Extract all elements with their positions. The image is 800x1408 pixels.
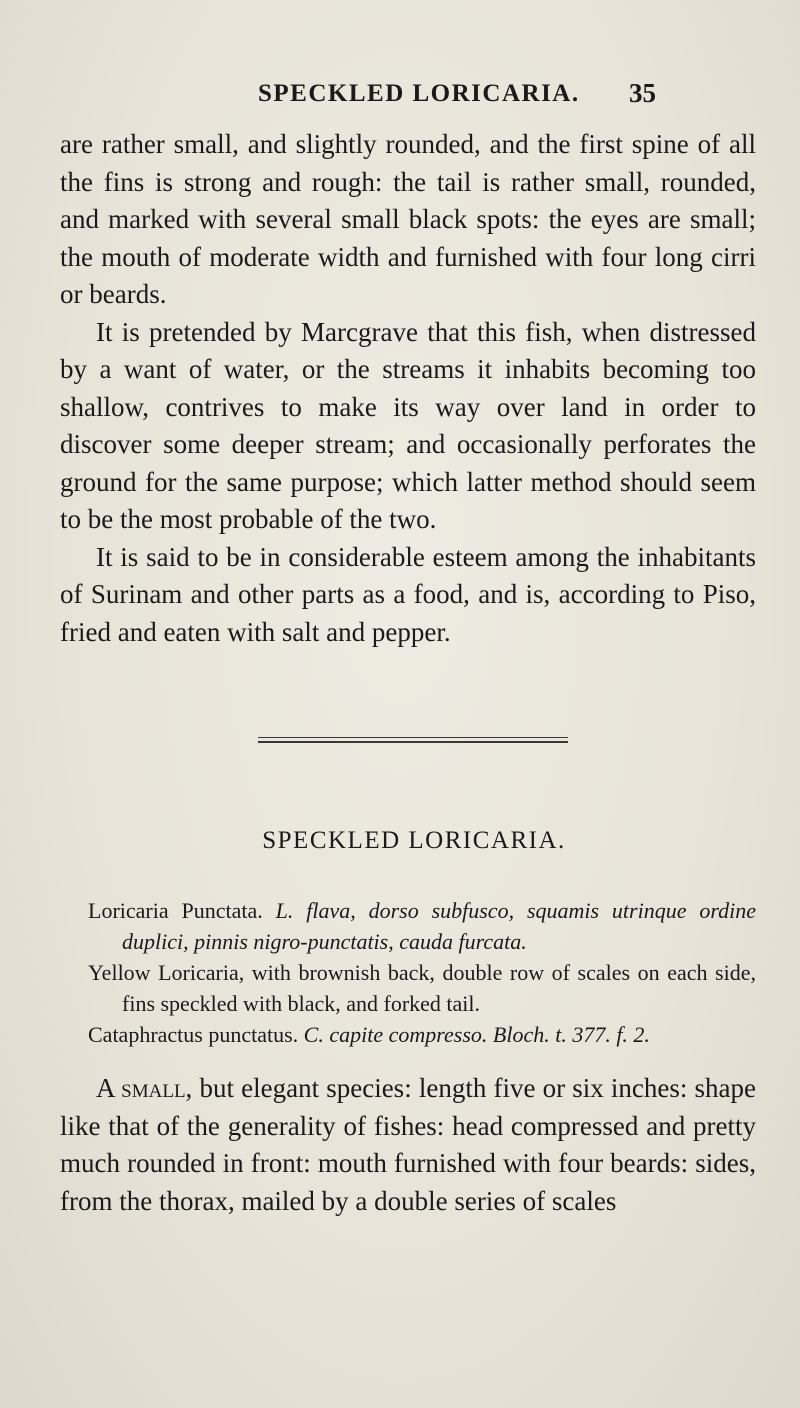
latin-diagnosis: L. flava, dorso subfusco, squamis utrinque ordine duplici, pinnis nigro-punctatis, cauda furcata. bbox=[122, 898, 756, 954]
synonymy-block bbox=[88, 896, 756, 1052]
paragraph-esteem: It is said to be in considerable esteem among the inhabitants of Surinam and other parts as a food, and is, according to Piso, fried and eaten with salt and pepper. bbox=[60, 541, 756, 647]
paragraph-marcgrave: It is pretended by Marcgrave that this fish, when distressed by a want of water, or the streams it inhabits becoming too shallow, contrives to make its way over land in order to discover some deeper stream; and occasionally perforates the ground for the same purpose; which latter method should seem to be the most probable of the two. bbox=[60, 316, 756, 534]
species-name: Loricaria Punctata. bbox=[88, 898, 263, 923]
description-text bbox=[60, 1070, 756, 1220]
page-number: 35 bbox=[629, 78, 656, 108]
description-body: but elegant species: length five or six inches: shape like that of the generality of fishes: head compressed and pretty much rounded in front: mouth furnished with four beards: sides, from the thorax, mailed by a double series of scales bbox=[60, 1073, 757, 1216]
continued-text bbox=[60, 126, 756, 651]
running-head bbox=[258, 80, 656, 114]
synonymy-entry-linnaean bbox=[88, 896, 756, 957]
section-heading: SPECKLED LORICARIA. bbox=[262, 827, 566, 854]
bloch-reference: Bloch. t. 377. f. 2. bbox=[492, 1022, 650, 1047]
synonymy-entry-english: Yellow Loricaria, with brownish back, double row of scales on each side, fins speckled with black, and forked tail. bbox=[88, 960, 756, 1016]
synonymy-entry-bloch bbox=[88, 1020, 756, 1051]
description-lead: A small, bbox=[96, 1073, 193, 1103]
paragraph-description bbox=[60, 1070, 756, 1220]
bloch-diagnosis: C. capite compresso. bbox=[303, 1022, 488, 1047]
section-divider bbox=[258, 737, 568, 743]
running-title: SPECKLED LORICARIA. bbox=[258, 80, 580, 107]
paragraph-continuation: are rather small, and slightly rounded, and the first spine of all the fins is strong and rough: the tail is rather small, rounded, and marked with several small black spots: the eyes are small; the mouth of moderate width and furnished with four long cirri or beards. bbox=[60, 129, 756, 309]
bloch-name: Cataphractus punctatus. bbox=[88, 1022, 299, 1047]
